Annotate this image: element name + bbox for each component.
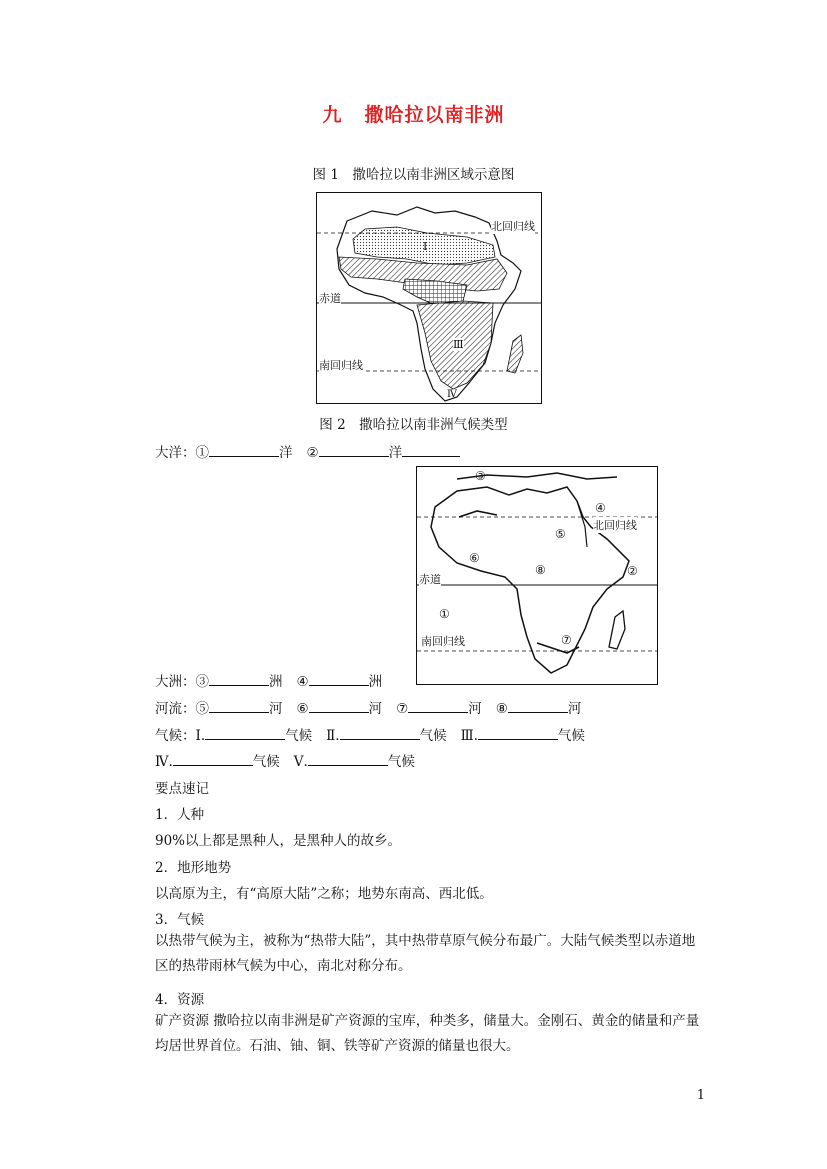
fig2-mark-5: ⑤: [555, 527, 566, 541]
blank-suffix: 气候: [557, 728, 585, 744]
ocean-trailing-blank[interactable]: [402, 444, 460, 457]
blank-mark: ⑧: [495, 701, 508, 717]
blank-mark: Ⅱ.: [326, 728, 340, 744]
climate-blanks-row1: [155, 724, 585, 744]
fig2-tropic-north-label: 北回归线: [593, 519, 637, 532]
section-4-title: 4．资源: [155, 992, 205, 1008]
blank-suffix: 气候: [285, 728, 313, 744]
river-5-blank[interactable]: [209, 700, 269, 713]
climate-4-blank[interactable]: [173, 753, 253, 766]
section-1-text: 90%以上都是黑种人，是黑种人的故乡。: [155, 833, 402, 849]
page-number: 1: [696, 1088, 705, 1103]
figure2-map: [416, 466, 658, 685]
figure1-caption: 图 1 撒哈拉以南非洲区域示意图: [312, 167, 515, 183]
ocean-1-blank[interactable]: [209, 444, 279, 457]
continent-blanks: [155, 670, 382, 690]
blank-suffix: 洲: [269, 674, 283, 690]
page-title: [0, 100, 827, 127]
section-3-text: 以热带气候为主，被称为“热带大陆”，其中热带草原气候分布最广。大陆气候类型以赤道地区的热带雨林气候为中心，南北对称分布。: [155, 933, 696, 974]
section-2-title: 2．地形地势: [155, 860, 232, 876]
river-6-blank[interactable]: [309, 700, 369, 713]
continent-4-blank[interactable]: [309, 673, 369, 686]
blank-suffix: 气候: [419, 728, 447, 744]
fig2-equator-label: 赤道: [419, 573, 441, 586]
blank-mark: ③: [195, 674, 209, 690]
climate-5-blank[interactable]: [308, 753, 388, 766]
climate-1-blank[interactable]: [205, 727, 285, 740]
fig1-zone-3-label: Ⅲ: [453, 338, 464, 351]
fig1-zone-1-label: Ⅰ: [423, 240, 428, 253]
climate-3-blank[interactable]: [478, 727, 558, 740]
blank-mark: ⑤: [195, 701, 209, 717]
fig1-zone-4-label: Ⅳ: [447, 389, 457, 400]
blank-suffix: 洲: [368, 674, 383, 690]
blank-suffix: 洋: [279, 445, 293, 461]
figure1-map: [316, 192, 542, 404]
blank-suffix: 气候: [387, 754, 415, 770]
blank-mark: Ⅰ.: [195, 728, 206, 744]
blank-suffix: 河: [368, 701, 383, 717]
blank-mark: ⑥: [296, 701, 309, 717]
fig2-tropic-south-label: 南回归线: [421, 635, 465, 648]
madagascar-shape: [507, 335, 523, 373]
blank-mark: Ⅳ.: [155, 754, 173, 770]
climate-2-blank[interactable]: [340, 727, 420, 740]
climate-blanks-row2: [155, 750, 415, 770]
ocean-2-blank[interactable]: [319, 444, 389, 457]
river-8-blank[interactable]: [508, 700, 568, 713]
title-text: 撒哈拉以南非洲: [364, 104, 505, 126]
fig1-tropic-south-label: 南回归线: [319, 359, 363, 372]
climate-lead: 气候：: [155, 728, 196, 744]
continent-3-blank[interactable]: [209, 673, 269, 686]
fig2-mark-2: ②: [627, 564, 638, 578]
river-blanks: [155, 697, 581, 717]
blank-mark: Ⅲ.: [460, 728, 478, 744]
blank-mark: ②: [306, 445, 319, 461]
section-1-title: 1．人种: [155, 807, 205, 823]
continent-lead: 大洲：: [155, 674, 196, 690]
fig1-tropic-north-label: 北回归线: [491, 220, 535, 233]
blank-suffix: 气候: [252, 754, 280, 770]
fig2-mark-1: ①: [439, 607, 450, 621]
fig2-mark-8: ⑧: [535, 563, 546, 577]
ocean-blanks: [155, 441, 460, 461]
section-3-title: 3．气候: [155, 912, 205, 928]
blank-mark: ①: [195, 445, 209, 461]
fig2-mark-3: ③: [475, 469, 486, 483]
blank-suffix: 洋: [388, 445, 403, 461]
ocean-lead: 大洋：: [155, 445, 196, 461]
section-2-text: 以高原为主，有“高原大陆”之称；地势东南高、西北低。: [155, 886, 493, 902]
fig1-equator-label: 赤道: [319, 292, 341, 305]
blank-suffix: 河: [269, 701, 283, 717]
figure2-caption: 图 2 撒哈拉以南非洲气候类型: [319, 417, 508, 433]
section-4-text: 矿产资源 撒哈拉以南非洲是矿产资源的宝库，种类多，储量大。金刚石、黄金的储量和产量均居世界首位。石油、铀、铜、铁等矿产资源的储量也很大。: [155, 1013, 700, 1054]
blank-mark: ⑦: [396, 701, 409, 717]
fig2-mark-7: ⑦: [561, 633, 572, 647]
blank-mark: Ⅴ.: [293, 754, 308, 770]
notes-heading: 要点速记: [155, 781, 209, 797]
blank-mark: ④: [296, 674, 309, 690]
river-lead: 河流：: [155, 701, 196, 717]
blank-suffix: 河: [567, 701, 582, 717]
blank-suffix: 河: [468, 701, 482, 717]
title-number: 九: [322, 104, 343, 126]
river-7-blank[interactable]: [408, 700, 468, 713]
fig2-mark-4: ④: [595, 501, 606, 515]
fig2-mark-6: ⑥: [469, 551, 480, 565]
